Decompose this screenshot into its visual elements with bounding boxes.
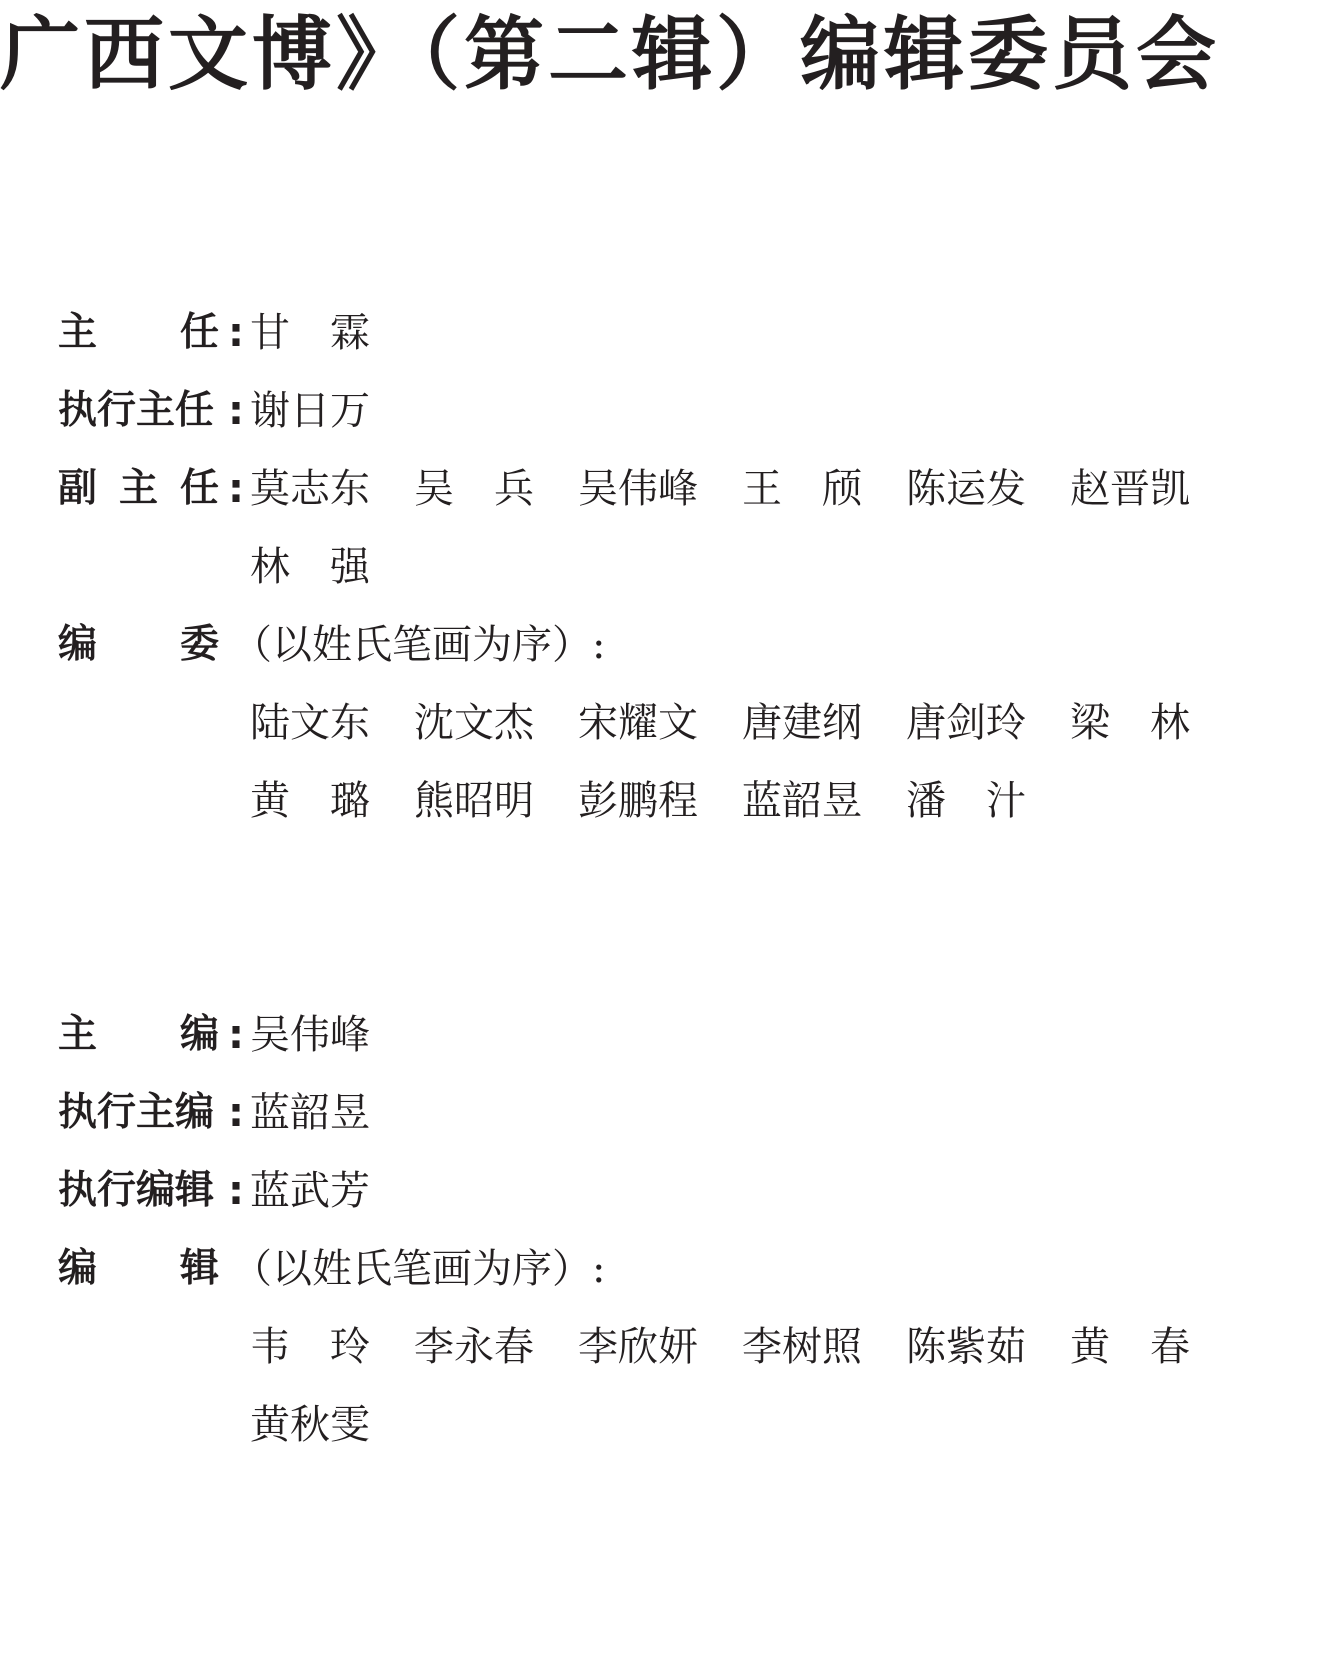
deputy-label-char-3: 任 [180,466,220,511]
members-order-note: （以姓氏笔画为序）: [232,622,606,668]
member-name: 熊昭明 [414,778,534,824]
deputy-director-name: 陈运发 [906,466,1026,512]
editors-label-char-1: 编 [58,1246,98,1291]
editor-name: 韦 玲 [250,1324,370,1370]
member-name: 黄 璐 [250,778,370,824]
deputy-label-char-2: 主 [119,466,159,511]
deputy-director-name: 赵晋凯 [1070,466,1190,512]
member-name: 梁 林 [1070,700,1190,746]
executive-editor-colon: : [228,1168,244,1214]
editor-name: 李树照 [742,1324,862,1370]
deputy-director-name: 莫志东 [250,466,370,512]
editor-name: 李永春 [414,1324,534,1370]
deputy-director-name: 王 颀 [742,466,862,512]
editor-name: 黄秋雯 [250,1402,370,1448]
executive-chief-editor-name: 蓝韶昱 [250,1090,370,1136]
page-title: 广西文博》（第二辑）编辑委员会 [0,8,1220,101]
member-name: 宋耀文 [578,700,698,746]
executive-director-name: 谢日万 [250,388,370,434]
deputy-label-char-1: 副 [58,466,98,511]
member-name: 沈文杰 [414,700,534,746]
member-name: 潘 汁 [906,778,1026,824]
executive-chief-editor-label: 执行主编 [58,1090,215,1135]
chief-editor-colon: : [228,1012,244,1058]
executive-chief-editor-colon: : [228,1090,244,1136]
executive-director-label: 执行主任 [58,388,215,433]
members-label-char-2: 委 [180,622,220,667]
executive-editor-label: 执行编辑 [58,1168,215,1213]
editor-name: 李欣妍 [578,1324,698,1370]
member-name: 蓝韶昱 [742,778,862,824]
deputy-director-name: 吴 兵 [414,466,534,512]
executive-director-colon: : [228,388,244,434]
director-label-char-1: 主 [58,310,98,355]
director-name: 甘 霖 [250,310,370,356]
deputy-director-name: 林 强 [250,544,370,590]
deputy-director-name: 吴伟峰 [578,466,698,512]
editor-name: 陈紫茹 [906,1324,1026,1370]
members-label-char-1: 编 [58,622,98,667]
chief-editor-label-char-2: 编 [180,1012,220,1057]
member-name: 唐剑玲 [906,700,1026,746]
member-name: 陆文东 [250,700,370,746]
editor-name: 黄 春 [1070,1324,1190,1370]
chief-editor-name: 吴伟峰 [250,1012,370,1058]
deputy-directors-colon: : [228,466,244,512]
director-colon: : [228,310,244,356]
editors-order-note: （以姓氏笔画为序）: [232,1246,606,1292]
member-name: 唐建纲 [742,700,862,746]
executive-editor-name: 蓝武芳 [250,1168,370,1214]
editors-label-char-2: 辑 [180,1246,220,1291]
director-label-char-2: 任 [180,310,220,355]
member-name: 彭鹏程 [578,778,698,824]
chief-editor-label-char-1: 主 [58,1012,98,1057]
